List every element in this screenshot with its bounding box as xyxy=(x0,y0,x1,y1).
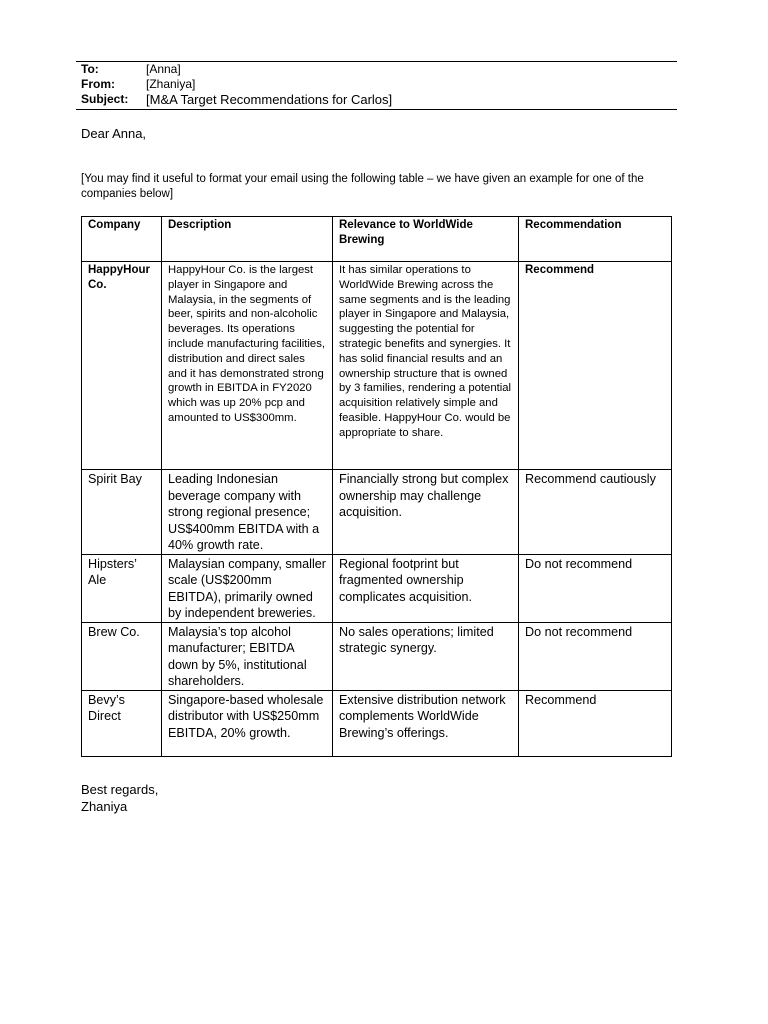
table-header-row xyxy=(82,217,672,262)
email-header xyxy=(76,61,677,110)
table-row xyxy=(82,262,672,470)
description-cell: Malaysian company, smaller scale (US$200mm EBITDA), primarily owned by independent breweries. xyxy=(162,554,333,622)
relevance-cell: Regional footprint but fragmented ownership complicates acquisition. xyxy=(333,554,519,622)
to-row xyxy=(76,62,677,77)
greeting: Dear Anna, xyxy=(81,126,147,141)
subject-label: Subject: xyxy=(81,92,129,106)
relevance-cell: Extensive distribution network complements WorldWide Brewing’s offerings. xyxy=(333,690,519,756)
company-cell: HappyHour Co. xyxy=(82,262,162,470)
column-header-relevance: Relevance to WorldWide Brewing xyxy=(333,217,519,262)
recommendation-cell: Recommend cautiously xyxy=(519,470,672,555)
signature-block xyxy=(81,781,158,815)
recommendation-cell: Recommend xyxy=(519,690,672,756)
closing-line: Best regards, xyxy=(81,782,159,797)
to-label: To: xyxy=(81,62,99,76)
from-row xyxy=(76,77,677,92)
table-row xyxy=(82,622,672,690)
company-cell: Hipsters’ Ale xyxy=(82,554,162,622)
company-cell: Brew Co. xyxy=(82,622,162,690)
to-value: [Anna] xyxy=(146,62,181,76)
column-header-description: Description xyxy=(162,217,333,262)
table-row xyxy=(82,554,672,622)
relevance-cell: Financially strong but complex ownership may challenge acquisition. xyxy=(333,470,519,555)
intro-text: [You may find it useful to format your email using the following table – we have given an example for one of the companies below] xyxy=(81,173,644,200)
description-cell: Singapore-based wholesale distributor with US$250mm EBITDA, 20% growth. xyxy=(162,690,333,756)
column-header-company: Company xyxy=(82,217,162,262)
recommendation-cell: Do not recommend xyxy=(519,554,672,622)
relevance-cell: It has similar operations to WorldWide Brewing across the same segments and is the leading player in Singapore and Malaysia, suggesting the potential for strategic benefits and synergies. It has solid financial results and an ownership structure that is owned by 3 families, rendering a potential acquisition relatively simple and feasible. HappyHour Co. would be appropriate to share. xyxy=(333,262,519,470)
recommendation-table xyxy=(81,216,672,757)
company-cell: Spirit Bay xyxy=(82,470,162,555)
subject-value: [M&A Target Recommendations for Carlos] xyxy=(146,92,393,107)
company-cell: Bevy’s Direct xyxy=(82,690,162,756)
description-cell: Leading Indonesian beverage company with strong regional presence; US$400mm EBITDA with a 40% growth rate. xyxy=(162,470,333,555)
subject-row xyxy=(76,92,677,107)
description-cell: Malaysia’s top alcohol manufacturer; EBITDA down by 5%, institutional shareholders. xyxy=(162,622,333,690)
from-value: [Zhaniya] xyxy=(146,77,196,91)
recommendation-cell: Recommend xyxy=(519,262,672,470)
recommendation-cell: Do not recommend xyxy=(519,622,672,690)
relevance-cell: No sales operations; limited strategic synergy. xyxy=(333,622,519,690)
description-cell: HappyHour Co. is the largest player in Singapore and Malaysia, in the segments of beer, spirits and non-alcoholic beverages. Its operations include manufacturing facilities, distribution and direct sales and it has demonstrated strong growth in EBITDA in FY2020 which was up 20% pcp and amounted to US$300mm. xyxy=(162,262,333,470)
signature-name: Zhaniya xyxy=(81,799,128,814)
column-header-recommendation: Recommendation xyxy=(519,217,672,262)
table-row xyxy=(82,470,672,555)
from-label: From: xyxy=(81,77,115,91)
table-row xyxy=(82,690,672,756)
